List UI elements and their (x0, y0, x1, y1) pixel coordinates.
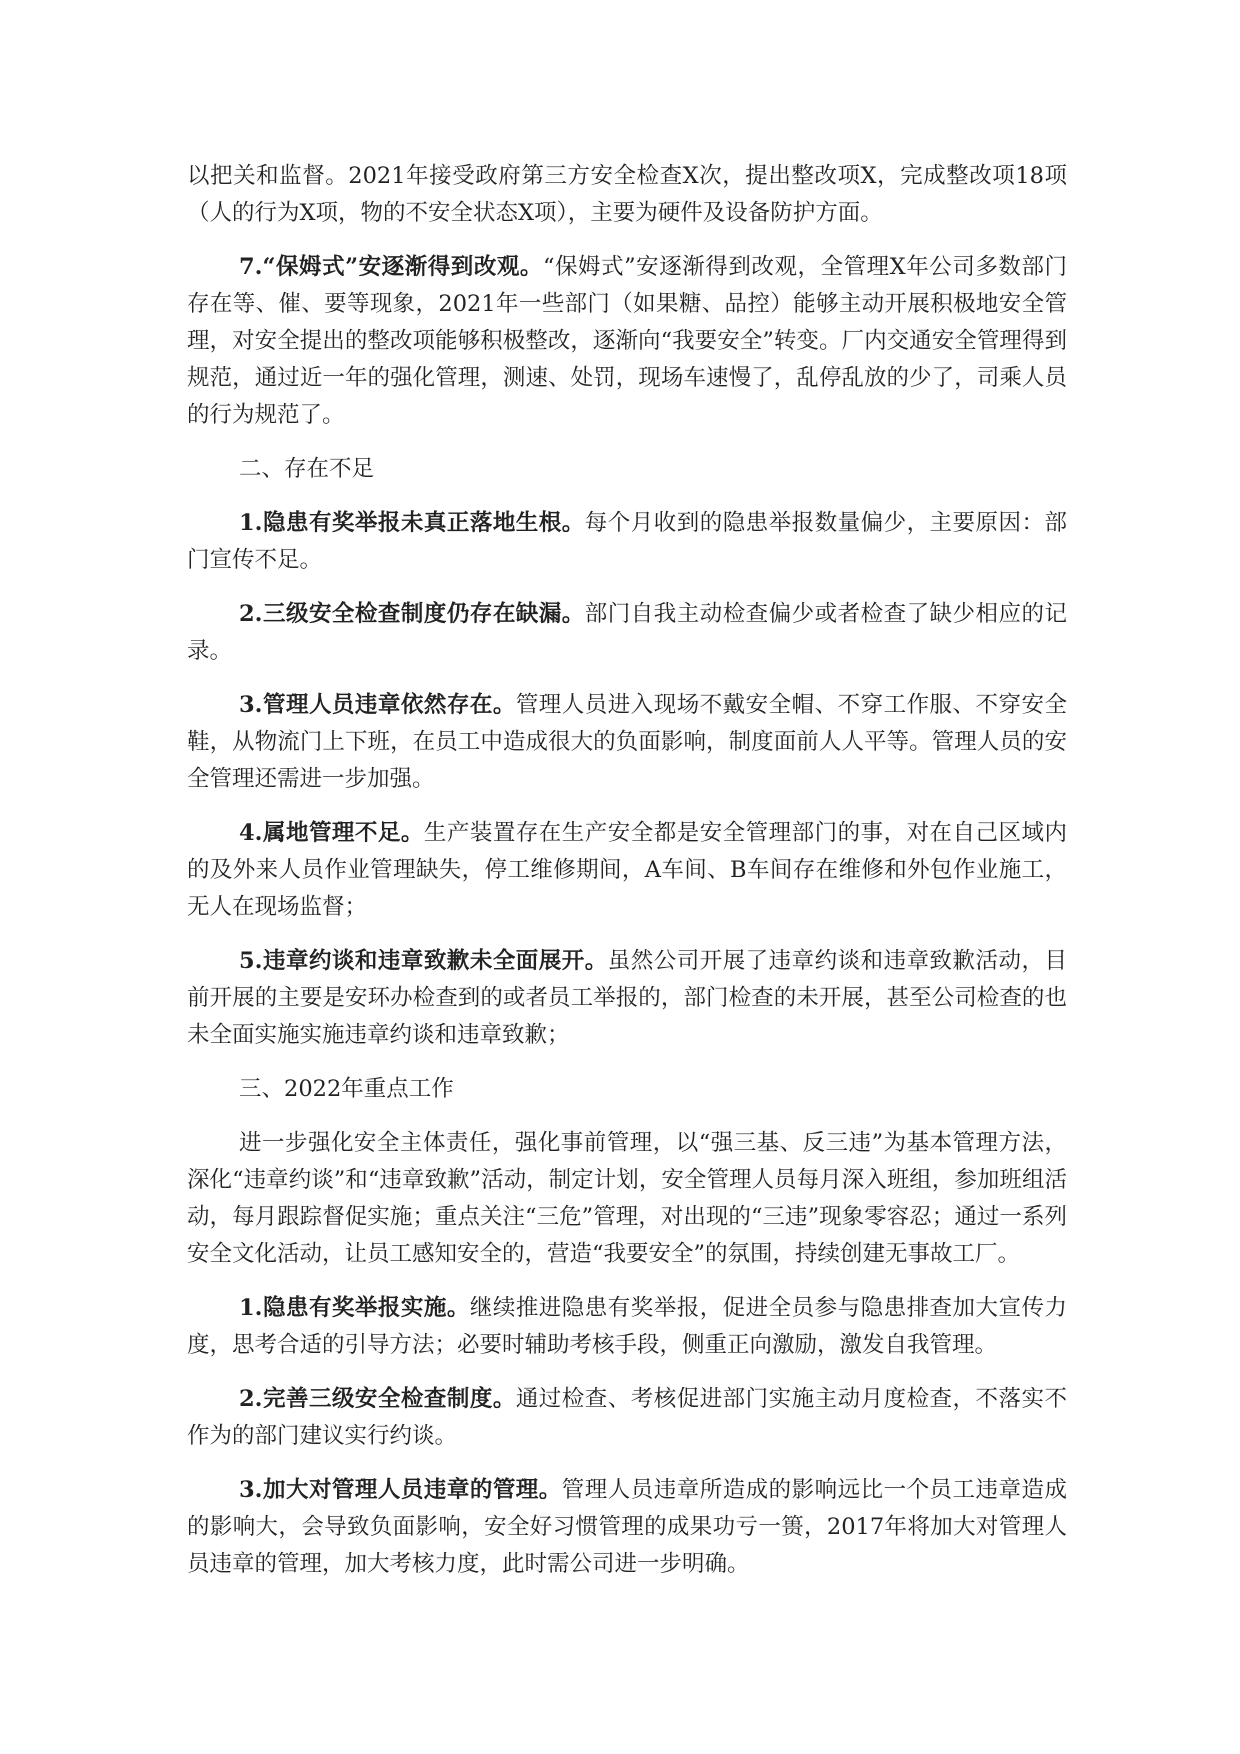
paragraph-item (187, 1381, 1067, 1455)
item-text: 部门自我主动检查偏少或者检查了缺少相应的记录。 (187, 601, 1067, 664)
item-lead: 1.隐患有奖举报未真正落地生根。 (239, 510, 585, 536)
item-lead: 2.完善三级安全检查制度。 (239, 1386, 516, 1412)
item-text: “保姆式”安逐渐得到改观，全管理X年公司多数部门存在等、催、要等现象，2021年一些部门（如果糖、品控）能够主动开展积极地安全管理，对安全提出的整改项能够积极整改，逐渐向“我要安全”转变。厂内交通安全管理得到规范，通过近一年的强化管理，测速、处罚，现场车速慢了，乱停乱放的少了，司乘人员的行为规范了。 (187, 254, 1067, 428)
paragraph-item (187, 943, 1067, 1054)
item-text: 生产装置存在生产安全都是安全管理部门的事，对在自己区域内的及外来人员作业管理缺失，停工维修期间，A车间、B车间存在维修和外包作业施工，无人在现场监督； (187, 820, 1067, 920)
item-text: 管理人员违章所造成的影响远比一个员工违章造成的影响大，会导致负面影响，安全好习惯管理的成果功亏一篑，2017年将加大对管理人员违章的管理，加大考核力度，此时需公司进一步明确。 (187, 1477, 1067, 1577)
paragraph-item (187, 687, 1067, 798)
paragraph-item (187, 815, 1067, 926)
section-heading (187, 1071, 1067, 1108)
paragraph-text: 进一步强化安全主体责任，强化事前管理，以“强三基、反三违”为基本管理方法，深化“违章约谈”和“违章致歉”活动，制定计划，安全管理人员每月深入班组，参加班组活动，每月跟踪督促实施；重点关注“三危”管理，对出现的“三违”现象零容忍；通过一系列安全文化活动，让员工感知安全的，营造“我要安全”的氛围，持续创建无事故工厂。 (187, 1130, 1067, 1267)
paragraph-item (187, 505, 1067, 579)
item-lead: 5.违章约谈和违章致歉未全面展开。 (239, 948, 608, 974)
section-heading-text: 二、存在不足 (239, 456, 375, 482)
item-text: 每个月收到的隐患举报数量偏少，主要原因：部门宣传不足。 (187, 510, 1067, 573)
item-text: 通过检查、考核促进部门实施主动月度检查，不落实不作为的部门建议实行约谈。 (187, 1386, 1067, 1449)
item-text: 管理人员进入现场不戴安全帽、不穿工作服、不穿安全鞋，从物流门上下班，在员工中造成很大的负面影响，制度面前人人平等。管理人员的安全管理还需进一步加强。 (187, 692, 1067, 792)
item-lead: 4.属地管理不足。 (239, 820, 424, 846)
item-text: 虽然公司开展了违章约谈和违章致歉活动，目前开展的主要是安环办检查到的或者员工举报的，部门检查的未开展，甚至公司检查的也未全面实施实施违章约谈和违章致歉； (187, 948, 1067, 1048)
paragraph-item (187, 1472, 1067, 1583)
item-lead: 7.“保姆式”安逐渐得到改观。 (239, 254, 543, 280)
section-heading-text: 三、2022年重点工作 (239, 1076, 454, 1102)
paragraph-item (187, 596, 1067, 670)
paragraph-text: 以把关和监督。2021年接受政府第三方安全检查X次，提出整改项X，完成整改项18项（人的行为X项，物的不安全状态X项），主要为硬件及设备防护方面。 (187, 163, 1067, 226)
document-page (187, 158, 1067, 1600)
item-lead: 1.隐患有奖举报实施。 (239, 1295, 470, 1321)
item-lead: 3.管理人员违章依然存在。 (239, 692, 516, 718)
paragraph-item (187, 249, 1067, 434)
paragraph-continued (187, 158, 1067, 232)
section-heading (187, 451, 1067, 488)
paragraph-item (187, 1290, 1067, 1364)
paragraph-body (187, 1125, 1067, 1273)
item-lead: 2.三级安全检查制度仍存在缺漏。 (239, 601, 585, 627)
item-text: 继续推进隐患有奖举报，促进全员参与隐患排查加大宣传力度，思考合适的引导方法；必要时辅助考核手段，侧重正向激励，激发自我管理。 (187, 1295, 1067, 1358)
item-lead: 3.加大对管理人员违章的管理。 (239, 1477, 562, 1503)
